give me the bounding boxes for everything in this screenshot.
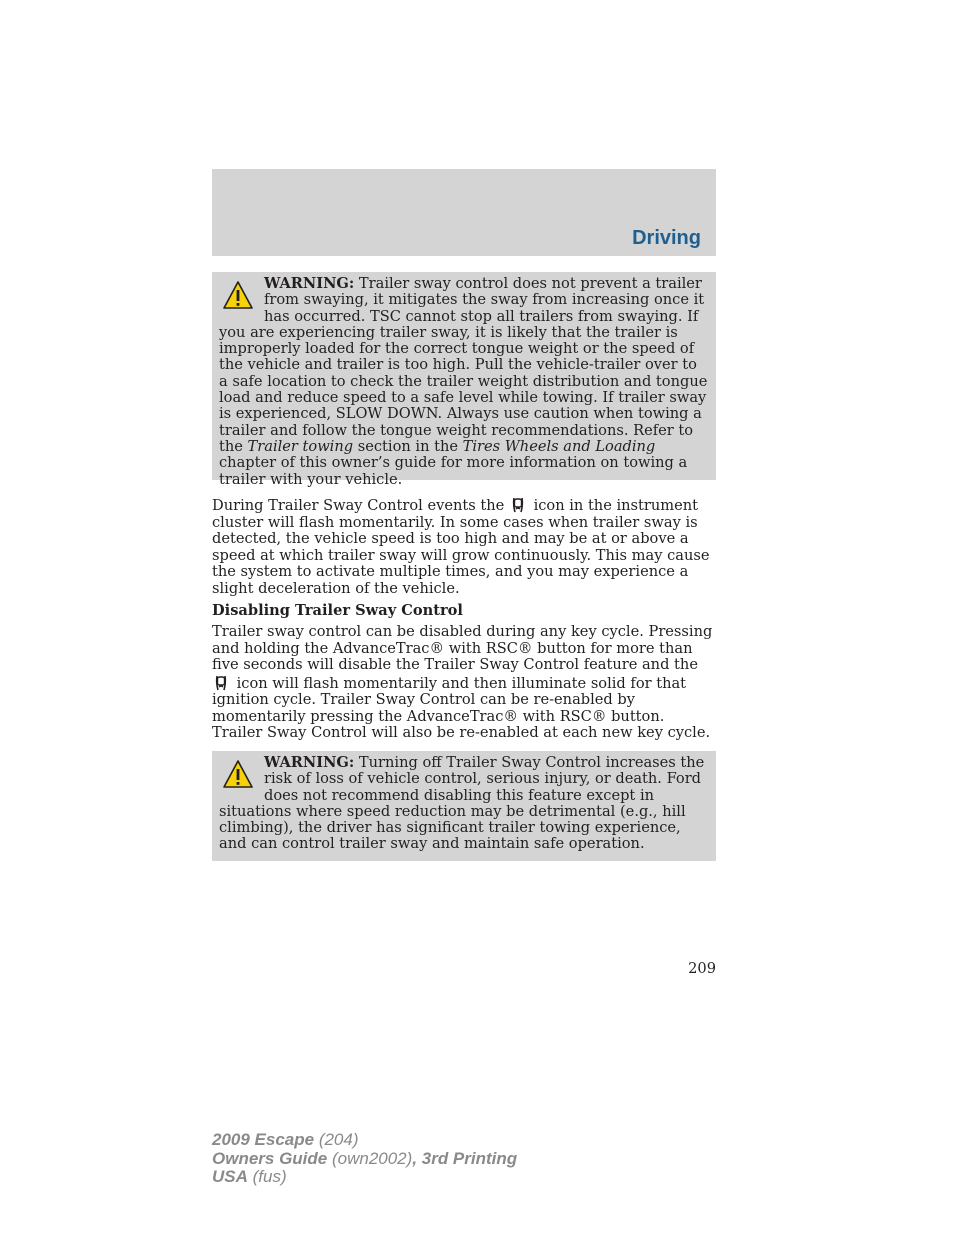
warning-label: WARNING:: [264, 275, 355, 292]
footer-code: (204): [314, 1130, 359, 1149]
subsection-heading: Disabling Trailer Sway Control: [212, 602, 463, 619]
footer-code: (fus): [247, 1167, 287, 1186]
cross-reference: Tires Wheels and Loading: [462, 437, 656, 455]
section-header-band: [212, 169, 716, 256]
warning-text: Trailer sway control does not prevent a trailer from swaying, it mitigates the sway from increasing once it has occurred. TSC cannot stop all trailers from swaying. If you are experiencing trailer sway, it is likely that the trailer is improperly loaded for the correct tongue weight or the speed of the vehicle and trailer is too high. Pull the vehicle-trailer over to a safe location to check the trailer weight distribution and tongue load and reduce speed to a safe level while towing. If trailer sway is experienced, SLOW DOWN. Always use caution when towing a trailer and follow the tongue weight recommendations. Refer to the: [219, 275, 708, 455]
warning-label: WARNING:: [264, 754, 355, 771]
paragraph-text: icon will flash momentarily and then illuminate solid for that ignition cycle. Trailer Sway Control can be re-enabled by momentarily pressing the AdvanceTrac® with RSC® button. Trailer Sway Control will also be re-enabled at each new key cycle.: [212, 674, 711, 741]
footer-market: USA: [212, 1167, 248, 1186]
warning-triangle-icon: [222, 759, 254, 789]
footer-model: 2009 Escape: [212, 1130, 315, 1149]
footer-code: (own2002): [327, 1148, 413, 1168]
warning-text: Turning off Trailer Sway Control increases the risk of loss of vehicle control, serious injury, or death. Ford does not recommend disabling this feature except in situations where speed reduction may be detrimental (e.g., hill climbing), the driver has significant trailer towing experience, and can control trailer sway and maintain safe operation.: [219, 754, 705, 853]
warning-box-disabling: [212, 751, 716, 861]
paragraph-disabling-tsc: [212, 624, 716, 742]
warning-text: chapter of this owner’s guide for more information on towing a trailer with your vehicle.: [219, 454, 688, 488]
page-number: 209: [688, 960, 716, 977]
vehicle-stability-icon: [511, 496, 525, 514]
footer-line: [212, 1131, 517, 1150]
footer-guide: Owners Guide: [212, 1148, 328, 1168]
cross-reference: Trailer towing: [247, 437, 354, 455]
footer-line: [212, 1168, 517, 1187]
footer-printing: , 3rd Printing: [412, 1148, 518, 1168]
footer-line: [212, 1150, 517, 1169]
warning-box-trailer-sway: [212, 272, 716, 488]
paragraph-text: During Trailer Sway Control events the: [212, 497, 509, 514]
section-title: Driving: [632, 227, 701, 249]
paragraph-text: Trailer sway control can be disabled during any key cycle. Pressing and holding the AdvanceTrac® with RSC® button for more than five seconds will disable the Trailer Sway Control feature and the: [212, 623, 713, 673]
paragraph-tsc-events: [212, 496, 716, 597]
document-footer: [212, 1131, 517, 1187]
warning-text: section in the: [353, 437, 463, 455]
warning-triangle-icon: [222, 280, 254, 310]
paragraph-text: icon in the instrument cluster will flash momentarily. In some cases when trailer sway is detected, the vehicle speed is too high and may be at or above a speed at which trailer sway will grow continuously. This may cause the system to activate multiple times, and you may experience a slight deceleration of the vehicle.: [212, 497, 710, 597]
vehicle-stability-icon: [214, 674, 228, 692]
